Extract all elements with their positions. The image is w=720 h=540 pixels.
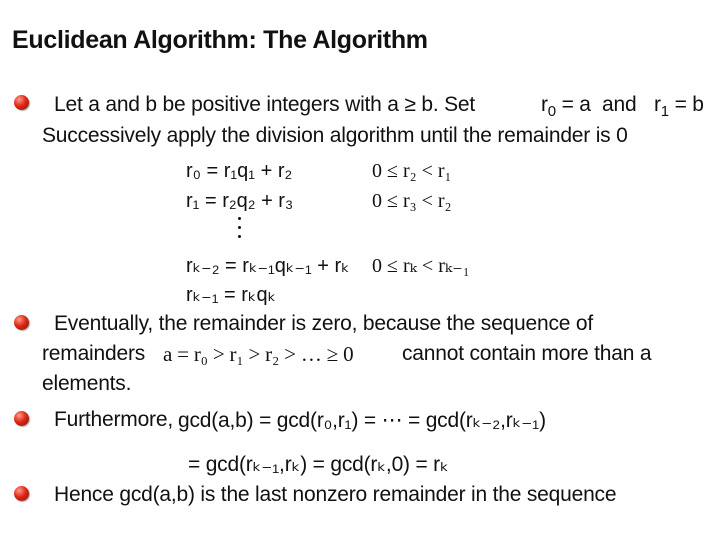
r0-subscript: 0	[547, 103, 556, 120]
bullet2-line3: elements.	[42, 372, 132, 395]
r1-definition	[654, 93, 704, 120]
bullet-icon	[14, 411, 29, 426]
bullet2-line2-start: remainders	[42, 342, 146, 365]
remainder-sequence: a = r₀ > r₁ > r₂ > … ≥ 0	[163, 342, 354, 366]
bullet4-text: Hence gcd(a,b) is the last nonzero remainder in the sequence	[54, 483, 617, 506]
bullet1-text-a: Let a and b be positive integers with	[54, 93, 388, 116]
r1-subscript: 1	[660, 103, 669, 120]
bullet1-line1	[54, 93, 475, 117]
r0-definition	[541, 93, 591, 120]
equation-3-left: rₖ₋₂ = rₖ₋₁qₖ₋₁ + rₖ	[186, 255, 350, 277]
bullet2-line2-end: cannot contain more than a	[402, 342, 652, 365]
vertical-ellipsis-icon	[237, 217, 243, 243]
slide-title: Euclidean Algorithm: The Algorithm	[12, 26, 428, 54]
gcd-chain-2: = gcd(rₖ₋₁,rₖ) = gcd(rₖ,0) = rₖ	[188, 453, 449, 476]
bullet1-text-b: Set	[438, 93, 476, 116]
equation-2-right: 0 ≤ r₃ < r₂	[372, 190, 452, 212]
gcd-chain-1: gcd(a,b) = gcd(r₀,r₁) = ⋯ = gcd(rₖ₋₂,rₖ₋₁)	[178, 409, 546, 432]
bullet1-condition: a ≥ b.	[387, 93, 439, 116]
bullet-icon	[14, 95, 29, 110]
equation-2-left: r₁ = r₂q₂ + r₃	[186, 190, 294, 212]
r1-value: = b	[668, 93, 704, 116]
bullet2-line1: Eventually, the remainder is zero, because the sequence of	[54, 312, 594, 335]
bullet3-lead: Furthermore,	[54, 408, 173, 431]
equation-1-right: 0 ≤ r₂ < r₁	[372, 160, 452, 182]
r0-symbol: r	[541, 93, 548, 116]
equation-3-right: 0 ≤ rₖ < rₖ₋₁	[372, 255, 470, 277]
equation-1-left: r₀ = r₁q₁ + r₂	[186, 160, 293, 182]
bullet-icon	[14, 486, 29, 501]
r0-value: = a	[555, 93, 591, 116]
bullet1-line2: Successively apply the division algorithm until the remainder is 0	[42, 124, 628, 147]
r1-symbol: r	[654, 93, 661, 116]
equation-4-left: rₖ₋₁ = rₖqₖ	[186, 284, 277, 306]
and-word: and	[602, 93, 637, 116]
bullet-icon	[14, 315, 29, 330]
